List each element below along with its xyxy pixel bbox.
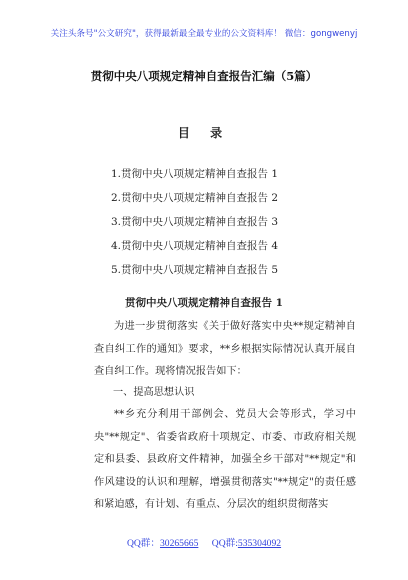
toc-item[interactable]: 5.贯彻中央八项规定精神自查报告 5 bbox=[111, 264, 279, 276]
paragraph-text: **乡充分利用干部例会、党员大会等形式，学习中央"**规定"、省委省政府十项规定、市委、市政府相关规定和县委、县政府文件精神，加强全乡干部对"**规定"和作风建设的认识和理解，增强贯彻落实"**规定"的责任感和紧迫感，有计划、有重点、分层次的组织贯彻落实 bbox=[94, 409, 356, 510]
qq-group-2: QQ群:535304092 bbox=[211, 538, 282, 549]
body-paragraph bbox=[94, 404, 356, 517]
toc-item[interactable]: 3.贯彻中央八项规定精神自查报告 3 bbox=[111, 216, 279, 228]
footer-contact bbox=[0, 535, 408, 549]
toc-item[interactable]: 1.贯彻中央八项规定精神自查报告 1 bbox=[111, 168, 279, 180]
toc-item[interactable]: 4.贯彻中央八项规定精神自查报告 4 bbox=[111, 240, 279, 252]
document-title: 贯彻中央八项规定精神自查报告汇编（5篇） bbox=[90, 69, 318, 83]
qq-group-1-number: 30265665 bbox=[159, 538, 199, 549]
table-of-contents bbox=[111, 162, 278, 282]
section-title: 贯彻中央八项规定精神自查报告 1 bbox=[125, 297, 283, 309]
paragraph-text: 为进一步贯彻落实《关于做好落实中央**规定精神自查自纠工作的通知》要求，**乡根据实际情况认真开展自查自纠工作。现将情况报告如下： bbox=[94, 321, 356, 377]
header-note: 关注头条号"公文研究"，获得最新最全最专业的公文资料库！ 微信：gongwenyj bbox=[50, 29, 358, 39]
qq-group-2-number: 535304092 bbox=[237, 538, 282, 549]
toc-item[interactable]: 2.贯彻中央八项规定精神自查报告 2 bbox=[111, 192, 279, 204]
body-paragraph bbox=[94, 316, 356, 384]
qq-group-1: QQ群：30265665 bbox=[126, 538, 199, 549]
toc-heading: 目 录 bbox=[177, 126, 231, 140]
subheading: 一、提高思想认识 bbox=[113, 387, 195, 398]
